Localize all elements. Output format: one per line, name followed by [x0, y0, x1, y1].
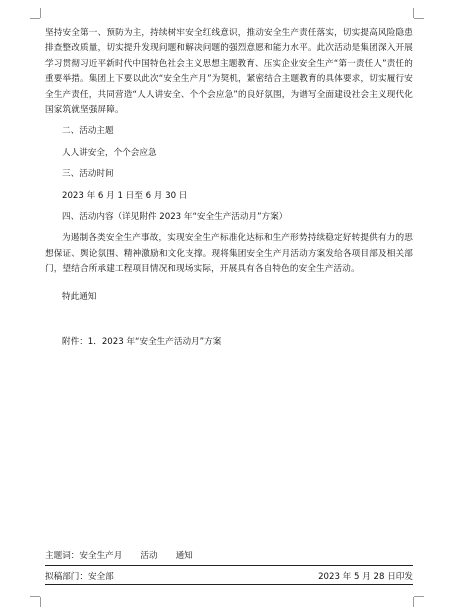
- crop-mark-top-left-h: [30, 18, 40, 19]
- footer-divider-top: [45, 565, 413, 566]
- notice-text: 特此通知: [62, 291, 97, 302]
- section-2-heading: 二、活动主题: [62, 126, 114, 137]
- crop-mark-top-right-v: [413, 8, 414, 18]
- crop-mark-bottom-right-v: [413, 597, 414, 607]
- intro-paragraph: 坚持安全第一、预防为主，持续树牢安全红线意识，推动安全生产责任落实，切实提高风险隐患排查整改质量，切实提升发现问题和解决问题的强烈意愿和能力水平。此次活动是集团深入开展学习贯彻习近平新时代中国特色社会主义思想主题教育、压实企业安全生产“第一责任人”责任的重要举措。集团上下要以此次“安全生产月”为契机，紧密结合主题教育的具体要求，切实履行安全生产责任，共同营造“人人讲安全、个个会应急”的良好氛围，为谱写全面建设社会主义现代化国家筑就坚强屏障。: [45, 28, 413, 116]
- keyword-3: 通知: [175, 551, 193, 561]
- section-3-text: 2023 年 6 月 1 日至 6 月 30 日: [62, 190, 188, 201]
- keyword-2: 活动: [140, 551, 158, 561]
- section-4-heading: 四、活动内容（详见附件 2023 年“安全生产活动月”方案）: [62, 212, 288, 223]
- crop-mark-bottom-left-v: [40, 597, 41, 607]
- attachment-line: 附件：1．2023 年“安全生产活动月”方案: [62, 337, 222, 348]
- crop-mark-bottom-left-h: [30, 596, 40, 597]
- crop-mark-bottom-right-h: [414, 596, 424, 597]
- crop-mark-top-right-h: [414, 18, 424, 19]
- issue-date: 2023 年 5 月 28 日印发: [318, 572, 413, 582]
- section-4-text: 为遏制各类安全生产事故，实现安全生产标准化达标和生产形势持续稳定好转提供有力的思想保证、舆论氛围、精神激励和文化支撑。现将集团安全生产月活动方案发给各项目部及相关部门，望结合所承建工程项目情况和现场实际，开展具有各自特色的安全生产活动。: [45, 233, 413, 275]
- document-body: [45, 26, 413, 351]
- section-2-text: 人人讲安全，个个会应急: [62, 147, 157, 158]
- crop-mark-top-left-v: [40, 8, 41, 18]
- keyword-1: 安全生产月: [79, 551, 123, 561]
- footer-divider-bottom: [45, 584, 413, 585]
- issuer-department: 拟稿部门：安全部: [45, 572, 114, 582]
- subject-label: 主题词：: [45, 551, 80, 561]
- issuer-row: [45, 570, 413, 582]
- subject-keywords: [45, 549, 413, 561]
- section-3-heading: 三、活动时间: [62, 169, 114, 180]
